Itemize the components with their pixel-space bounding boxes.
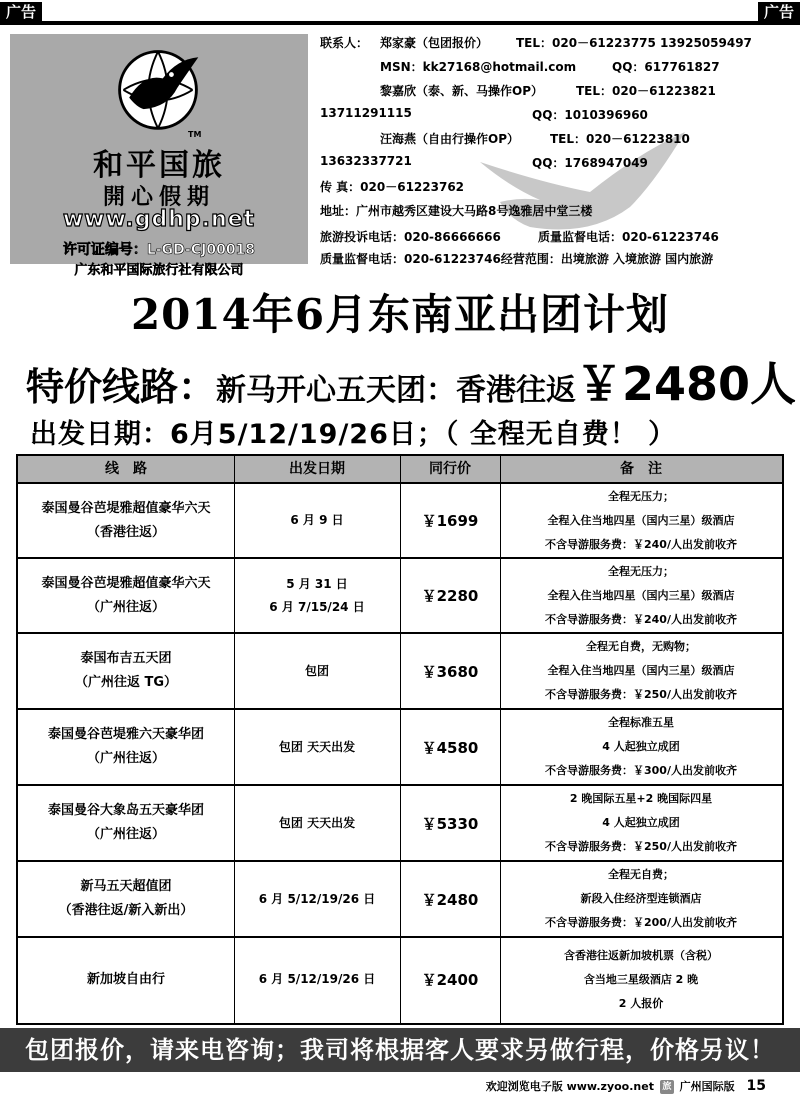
notes-cell [500,559,782,632]
page-footer [486,1078,766,1094]
header-route: 线 路 [105,461,147,477]
ad-tag-left: 广告 [0,2,42,22]
column-divider [234,456,235,1023]
price-cell [400,862,500,936]
route-cell [18,938,234,1021]
route-cell [18,786,234,860]
notes-cell-line: 不含导游服务费：￥300/人出发前收齐 [545,764,737,777]
contact-block [320,32,790,268]
contact-3-tel: TEL：020－61223810 [550,132,690,146]
route-cell-line: 泰国曼谷芭堤雅超值豪华六天 [41,575,211,591]
company-name: 广东和平国际旅行社有限公司 [74,263,244,278]
header-notes: 备 注 [620,461,662,477]
special-price: ￥2480人 [576,357,797,411]
price-cell [400,710,500,784]
route-cell [18,862,234,936]
date-cell-line: 6 月 5/12/19/26 日 [258,972,376,986]
notes-cell [500,710,782,784]
route-cell-line: （广州往返 TG） [74,675,178,690]
route-cell-line: 新马五天超值团 [80,879,172,894]
date-cell-line: 包团 天天出发 [278,739,356,754]
notes-cell-line: 不含导游服务费：￥250/人出发前收齐 [545,840,737,853]
notes-cell-line: 2 人报价 [618,996,664,1010]
contact-2-name: 黎嘉欣（泰、新、马操作OP） [380,84,543,98]
bottom-banner: 包团报价，请来电咨询；我司将根据客人要求另做行程，价格另议！ [0,1028,800,1072]
notes-cell-line: 不含导游服务费：￥250/人出发前收齐 [545,688,737,701]
price-cell [400,938,500,1021]
qq-2: QQ：1010396960 [532,108,648,122]
notes-cell [500,938,782,1021]
contact-1-name: 郑家豪（包团报价） [380,36,489,50]
route-cell-line: （广州往返） [86,599,165,615]
price-cell-line: ￥2280 [421,587,479,605]
date-cell-line: 6 月 5/12/19/26 日 [258,891,376,906]
price-cell [400,484,500,557]
date-cell [234,634,400,708]
notes-cell-line: 2 晚国际五星+2 晚国际四星 [569,792,713,805]
contact-3-mobile: 13632337721 [320,154,412,168]
footer-paper: 广州国际版 [679,1080,735,1093]
column-divider [500,456,501,1023]
price-cell [400,634,500,708]
route-cell-line: （广州往返） [86,827,165,842]
ad-tag-right: 广告 [758,2,800,22]
notes-cell-line: 全程无自费； [608,868,674,881]
special-offer-line [26,348,796,414]
top-rule [0,21,800,25]
notes-cell-line: 全程无自费，无购物； [586,640,696,653]
brand-name: 和平国旅 [93,148,225,183]
notes-cell-line: 新段入住经济型连锁酒店 [580,892,702,905]
contact-label: 联系人： [320,36,369,50]
header-date: 出发日期 [289,461,345,477]
contact-3-name: 汪海燕（自由行操作OP） [380,132,519,146]
route-cell [18,484,234,557]
contact-2-mobile: 13711291115 [320,106,412,120]
price-cell [400,786,500,860]
date-cell [234,862,400,936]
price-cell [400,559,500,632]
dove-globe-icon [110,40,206,136]
notes-cell [500,786,782,860]
price-cell-line: ￥5330 [421,814,479,833]
contact-1-tel: TEL：020－61223775 13925059497 [516,36,752,50]
route-cell-line: （广州往返） [86,751,165,766]
date-cell [234,786,400,860]
price-cell-line: ￥1699 [421,512,479,530]
dove-watermark-icon [470,132,690,242]
route-cell-line: （香港往返/新入新出） [58,903,194,918]
column-divider [400,456,401,1023]
special-route: 新马开心五天团：香港往返 [216,373,577,408]
quality-phone-2: 质量监督电话：020-61223746经营范围：出境旅游 入境旅游 国内旅游 [320,252,714,266]
date-cell-line: 包团 [304,663,329,678]
brand-slogan: 開心假期 [102,184,215,210]
complaint-phone: 旅游投诉电话：020-86666666 [320,230,501,244]
price-cell-line: ￥2400 [421,971,479,989]
notes-cell-line: 全程标准五星 [608,716,674,729]
departure-dates: 出发日期：6月5/12/19/26日；（ 全程无自费！ ） [30,419,677,450]
route-cell-line: （香港往返） [86,524,165,540]
notes-cell [500,634,782,708]
special-label: 特价线路： [26,365,217,409]
price-cell-line: ￥3680 [421,662,479,681]
main-title: 2014年6月东南亚出团计划 [130,290,670,339]
notes-cell-line: 含当地三星级酒店 2 晚 [583,972,699,986]
route-cell-line: 泰国曼谷芭堤雅六天豪华团 [47,727,204,742]
date-cell [234,559,400,632]
notes-cell-line: 全程无压力； [608,564,674,578]
notes-cell-line: 全程入住当地四星（国内三星）级酒店 [547,588,735,602]
license-number: 许可证编号：L-GD-CJ00018 [62,242,256,258]
notes-cell-line: 不含导游服务费：￥240/人出发前收齐 [545,537,737,551]
contact-2-tel: TEL：020－61223821 [576,84,716,98]
date-cell [234,938,400,1021]
notes-cell-line: 不含导游服务费：￥200/人出发前收齐 [545,916,737,929]
brand-website: www.gdhp.net [62,207,256,232]
notes-cell-line: 全程无压力； [608,489,674,503]
header-price: 同行价 [429,461,471,477]
notes-cell-line: 不含导游服务费：￥240/人出发前收齐 [545,612,737,626]
notes-cell-line: 全程入住当地四星（国内三星）级酒店 [547,664,735,677]
trademark-mark: TM [188,130,202,139]
notes-cell-line: 含香港往返新加坡机票（含税） [564,948,718,962]
price-cell-line: ￥2480 [421,890,479,909]
notes-cell [500,862,782,936]
qq-3: QQ：1768947049 [532,156,648,170]
schedule-table [16,454,784,1025]
route-cell-line: 新加坡自由行 [86,971,165,987]
logo-block [10,34,308,287]
date-cell [234,710,400,784]
date-cell-line: 5 月 31 日 [286,576,348,591]
notes-cell-line: 4 人起独立成团 [602,740,680,753]
date-cell-line: 6 月 7/15/24 日 [269,599,365,614]
page-number: 15 [746,1078,766,1094]
publication-badge-icon: 旅 [660,1080,674,1094]
msn-account: MSN：kk27168@hotmail.com [380,60,577,74]
route-cell [18,710,234,784]
notes-cell-line: 4 人起独立成团 [602,816,680,829]
notes-cell [500,484,782,557]
route-cell [18,559,234,632]
date-cell [234,484,400,557]
company-name-en: GUANGDONG PEACE INTERNATIONAL TOURISM CO., LTD [33,278,285,287]
qq-1: QQ：617761827 [612,60,720,74]
date-cell-line: 包团 天天出发 [278,815,356,830]
footer-text: 欢迎浏览电子版 www.zyoo.net [485,1080,654,1093]
route-cell-line: 泰国曼谷大象岛五天豪华团 [47,803,204,818]
route-cell-line: 泰国曼谷芭堤雅超值豪华六天 [41,500,211,516]
notes-cell-line: 全程入住当地四星（国内三星）级酒店 [547,513,735,527]
quality-phone-1: 质量监督电话：020-61223746 [538,230,719,244]
route-cell [18,634,234,708]
fax: 传 真：020－61223762 [320,180,465,194]
address: 地址：广州市越秀区建设大马路8号逸雅居中堂三楼 [320,204,593,218]
route-cell-line: 泰国布吉五天团 [80,651,172,666]
price-cell-line: ￥4580 [421,738,479,757]
date-cell-line: 6 月 9 日 [290,513,344,527]
